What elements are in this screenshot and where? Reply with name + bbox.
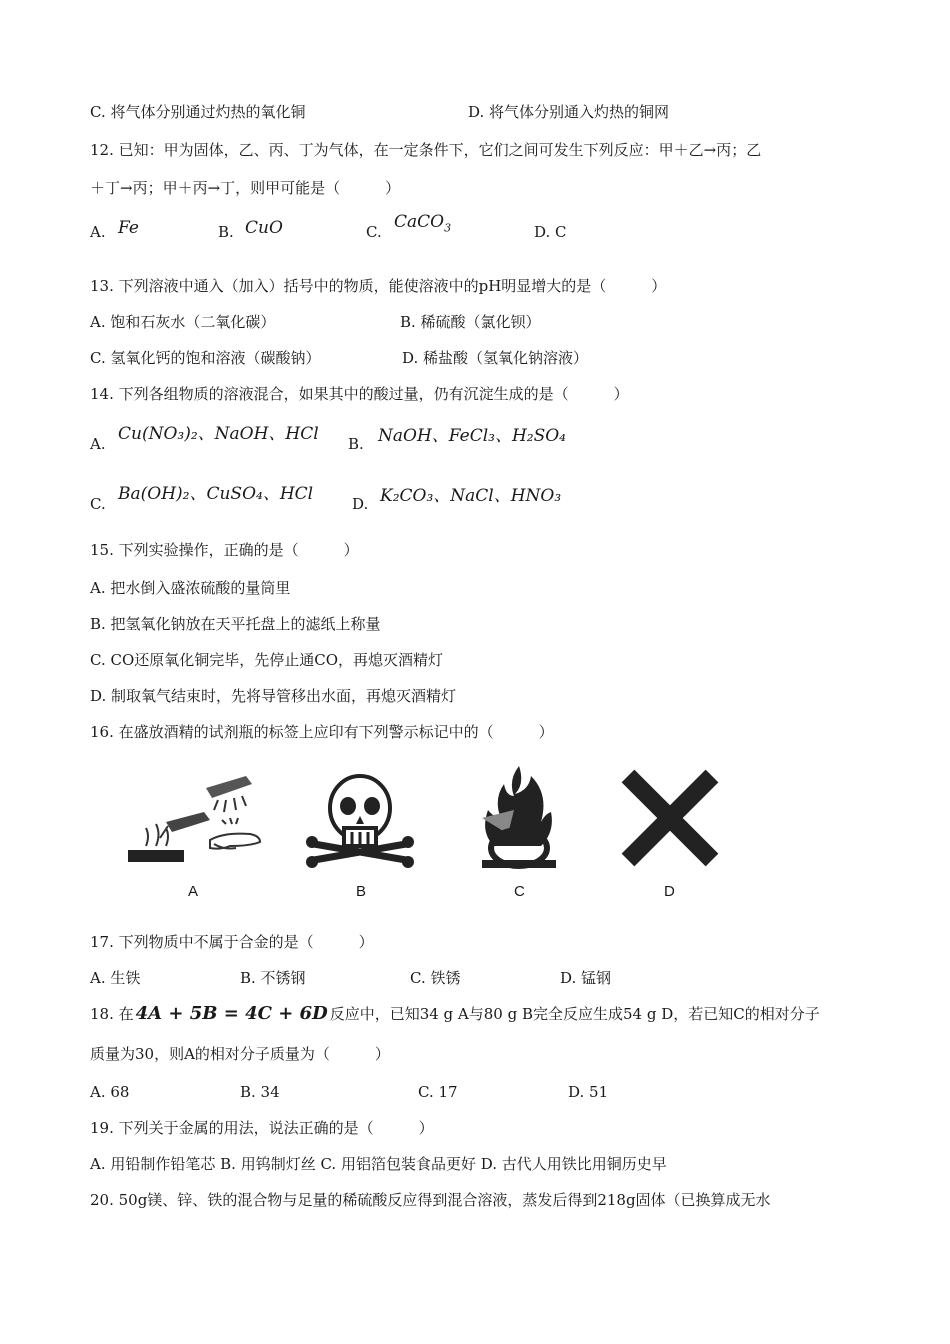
q18-option-d: D. 51	[568, 1083, 609, 1101]
q18-option-a: A. 68	[90, 1083, 130, 1101]
toxic-skull-crossbones-icon	[300, 760, 420, 870]
q16-stem: 16. 在盛放酒精的试剂瓶的标签上应印有下列警示标记中的（ ）	[90, 723, 554, 741]
q19-stem: 19. 下列关于金属的用法，说法正确的是（ ）	[90, 1119, 434, 1137]
q12-option-c-formula-sub: 3	[444, 221, 452, 235]
q15-option-c: C. CO还原氧化铜完毕，先停止通CO，再熄灭酒精灯	[90, 651, 444, 669]
q17-option-c: C. 铁锈	[410, 969, 461, 987]
q14-option-b-formula: NaOH、FeCl₃、H₂SO₄	[378, 426, 566, 446]
q13-option-a: A. 饱和石灰水（二氧化碳）	[90, 313, 276, 331]
q18-option-b: B. 34	[240, 1083, 280, 1101]
q12-option-b-formula: CuO	[245, 218, 283, 238]
q18-equation: 4A + 5B = 4C + 6D	[135, 1003, 328, 1024]
corrosive-hazard-icon	[126, 760, 266, 870]
q13-option-d: D. 稀盐酸（氢氧化钠溶液）	[402, 349, 589, 367]
q12-stem-line2: ＋丁→丙；甲＋丙→丁，则甲可能是（ ）	[90, 179, 401, 197]
q20-stem: 20. 50g镁、锌、铁的混合物与足量的稀硫酸反应得到混合溶液，蒸发后得到218g固体（已换算成无水	[90, 1191, 771, 1209]
q11-option-c: C. 将气体分别通过灼热的氧化铜	[90, 103, 306, 121]
q14-option-c-label: C.	[90, 495, 106, 513]
q17-option-b: B. 不锈钢	[240, 969, 306, 987]
q12-option-b-label: B.	[218, 223, 234, 241]
q16-sign-label-a: A	[188, 883, 199, 900]
q13-option-b: B. 稀硫酸（氯化钡）	[400, 313, 541, 331]
q12-option-d: D. C	[534, 223, 567, 241]
q12-stem-line1: 12. 已知：甲为固体，乙、丙、丁为气体，在一定条件下，它们之间可发生下列反应：甲＋乙→丙；乙	[90, 141, 762, 159]
q12-option-a-label: A.	[90, 223, 106, 241]
q13-option-c: C. 氢氧化钙的饱和溶液（碳酸钠）	[90, 349, 321, 367]
q19-options: A. 用铅制作铅笔芯 B. 用钨制灯丝 C. 用铝箔包装食品更好 D. 古代人用铁比用铜历史早	[90, 1155, 667, 1173]
q15-option-d: D. 制取氧气结束时，先将导管移出水面，再熄灭酒精灯	[90, 687, 457, 705]
q18-suffix: 反应中，已知34 g A与80 g B完全反应生成54 g D，若已知C的相对分子	[329, 1005, 820, 1023]
q12-option-c-formula-main: CaCO	[394, 212, 445, 232]
q14-option-a-label: A.	[90, 435, 106, 453]
q14-option-d-formula: K₂CO₃、NaCl、HNO₃	[380, 486, 562, 506]
q17-stem: 17. 下列物质中不属于合金的是（ ）	[90, 933, 374, 951]
q18-prefix: 18. 在	[90, 1005, 134, 1023]
q18-stem-line2: 质量为30，则A的相对分子质量为（ ）	[90, 1045, 390, 1063]
q17-option-a: A. 生铁	[90, 969, 141, 987]
q15-stem: 15. 下列实验操作，正确的是（ ）	[90, 541, 359, 559]
q14-option-b-label: B.	[348, 435, 364, 453]
q15-option-b: B. 把氢氧化钠放在天平托盘上的滤纸上称量	[90, 615, 381, 633]
flammable-flame-icon	[474, 760, 564, 870]
q12-option-a-formula: Fe	[118, 218, 139, 238]
q14-option-c-formula: Ba(OH)₂、CuSO₄、HCl	[118, 484, 314, 504]
q14-stem: 14. 下列各组物质的溶液混合，如果其中的酸过量，仍有沉淀生成的是（ ）	[90, 385, 629, 403]
q15-option-a: A. 把水倒入盛浓硫酸的量筒里	[90, 579, 291, 597]
harmful-x-cross-icon	[620, 760, 720, 870]
q12-option-c-formula	[394, 212, 451, 238]
q18-option-c: C. 17	[418, 1083, 458, 1101]
q17-option-d: D. 锰钢	[560, 969, 612, 987]
q14-option-a-formula: Cu(NO₃)₂、NaOH、HCl	[118, 424, 319, 444]
q12-option-c-label: C.	[366, 223, 382, 241]
q16-sign-label-c: C	[514, 883, 525, 900]
q18-stem-line1	[90, 1004, 820, 1024]
q16-sign-label-d: D	[664, 883, 675, 900]
q13-stem: 13. 下列溶液中通入（加入）括号中的物质，能使溶液中的pH明显增大的是（ ）	[90, 277, 667, 295]
q14-option-d-label: D.	[352, 495, 369, 513]
q11-option-d: D. 将气体分别通入灼热的铜网	[468, 103, 670, 121]
q16-sign-label-b: B	[356, 883, 367, 900]
